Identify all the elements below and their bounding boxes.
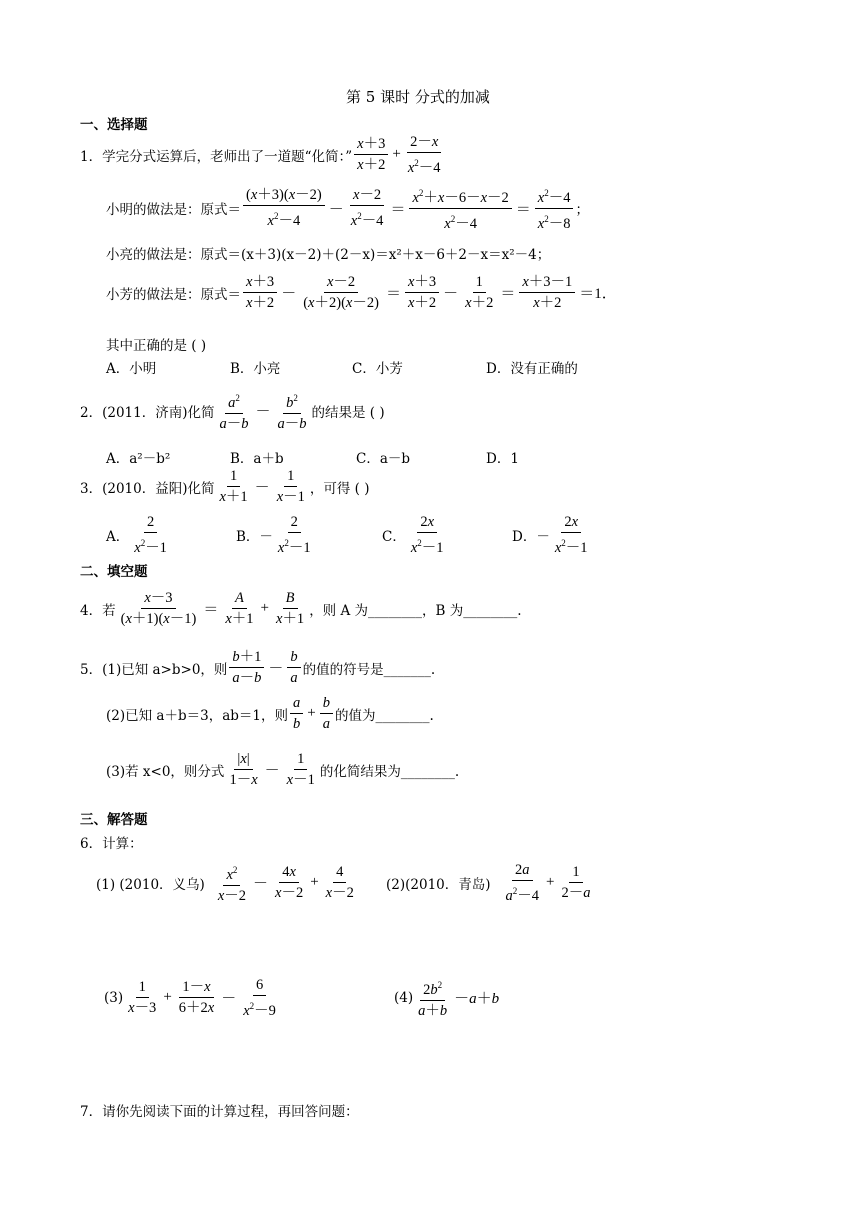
option-label: A． [106, 528, 130, 545]
question-2-stem: 2．(2011．济南)化简 $a^2$ a－b － $b^2$ a－b 的结果是 ( ) [80, 388, 385, 434]
option-c: C．a－b [356, 451, 411, 467]
question-5-text: (3)若 x<0，则分式 [106, 763, 225, 780]
fraction: $a^2$ a－b [216, 388, 251, 434]
question-3-stem: 3．(2010．益阳)化简 1 x＋1 － 1 x－1 ，可得 ( ) [80, 468, 370, 505]
question-7-stem: 7．请你先阅读下面的计算过程，再回答问题： [80, 1104, 359, 1120]
question-1-text: 1．学完分式运算后，老师出了一道题“化简：” [80, 148, 353, 165]
question-5-part-2: (2)已知 a＋b＝3，ab＝1，则 a b + $\frac{b}{a}$ 的值为________. [106, 695, 434, 732]
fraction: 4x x－2 [275, 864, 304, 902]
question-5-part-3: (3)若 x<0，则分式 |x| 1－x － 1 x－1 的化简结果为________. [106, 751, 460, 788]
section-heading-choice: 一、选择题 [80, 117, 148, 133]
fraction: x－3 (x＋1)(x－1) [120, 590, 197, 627]
part-label: (2)(2010．青岛) [386, 876, 491, 893]
xiaoliang-solution: 小亮的做法是：原式＝(x＋3)(x－2)＋(2－x)＝x²＋x－6＋2－x＝x²－4； [106, 247, 551, 263]
xiaoming-label: 小明的做法是：原式＝ [106, 202, 241, 219]
fraction: b＋1 a－b [229, 647, 264, 688]
question-6-stem: 6．计算： [80, 836, 143, 852]
question-5-tail: 的值为________. [334, 707, 434, 724]
option-a: A．a²－b² [106, 451, 171, 467]
question-5-tail: 的值的符号是_______. [302, 661, 436, 678]
fraction: 2x $x^2-1$ [410, 514, 444, 556]
section-heading-answer: 三、解答题 [80, 812, 148, 828]
fraction: x＋3－1 x＋2 [519, 272, 575, 313]
question-2-text: 2．(2011．济南)化简 [80, 404, 215, 421]
fraction: 2x $x^2-1$ [554, 514, 588, 556]
fraction: 1 x－1 [276, 468, 305, 505]
question-4: 4．若 x－3 (x＋1)(x－1) ＝ A x＋1 + $\frac{B}{x+1}$ ，则 A 为________，B 为________. [80, 590, 522, 627]
fraction: x＋3 x＋2 [243, 272, 277, 313]
fraction: $\frac{1}{2-a}$ [561, 864, 591, 902]
fraction: $\frac{1-x}{6+2x}$ [178, 979, 215, 1017]
fraction: b a [287, 647, 300, 688]
fraction: a b [290, 693, 303, 734]
question-5-text: (2)已知 a＋b＝3，ab＝1，则 [106, 707, 288, 724]
question-2-tail: 的结果是 ( ) [311, 404, 385, 421]
fraction: |x| 1－x [229, 751, 258, 788]
option-c: C．小芳 [352, 361, 403, 377]
page-title: 第 5 课时 分式的加减 [346, 88, 490, 106]
fraction: $\frac{2-x}{x^2-4}$ [407, 134, 441, 176]
fraction: 2a $a^2-4$ [505, 862, 540, 904]
option-label: B．－ [236, 528, 273, 545]
fraction: x－2 $x^2-4$ [350, 187, 384, 230]
option-d: D．没有正确的 [486, 361, 578, 377]
question-6-part-4: (4) $2b^2$ a＋b －a＋b [394, 975, 501, 1021]
option-label: C． [382, 528, 406, 545]
xiaofang-label: 小芳的做法是：原式＝ [106, 286, 241, 303]
question-3-text: 3．(2010．益阳)化简 [80, 480, 215, 497]
question-4-text: 4．若 [80, 602, 116, 619]
xiaoming-solution: 小明的做法是：原式＝ (x＋3)(x－2) $x^2-4$ － x－2 $x^2-4$ ＝ $x^2+x-6-x-2$ $x^2-4$ ＝ $x^2-4$ $x^2-8$ ； [106, 183, 589, 234]
question-1-prompt: 其中正确的是 ( ) [106, 338, 207, 354]
option-d [512, 512, 593, 558]
question-5-part-1: 5．(1)已知 a>b>0，则 b＋1 a－b － b a 的值的符号是_______. [80, 649, 436, 686]
question-5-tail: 的化简结果为________. [319, 763, 460, 780]
fraction: 2 $x^2-1$ [134, 514, 167, 556]
xiaofang-solution: 小芳的做法是：原式＝ x＋3 x＋2 － x－2 (x＋2)(x－2) ＝ x＋3 x＋2 － 1 x＋2 ＝ x＋3－1 x＋2 ＝1． [106, 274, 617, 311]
fraction: 1 x＋2 [465, 274, 494, 311]
fraction: A x＋1 [225, 590, 254, 627]
fraction: $x^2-4$ $x^2-8$ [535, 183, 574, 234]
option-d: D．1 [486, 451, 519, 467]
fraction: $b^2$ a－b [275, 388, 310, 434]
fraction: (x＋3)(x－2) $x^2-4$ [243, 185, 325, 231]
fraction: 2 $x^2-1$ [277, 514, 311, 556]
part-label: (1) (2010．义乌) [96, 876, 205, 893]
question-4-tail: ，则 A 为________，B 为________. [309, 602, 522, 619]
part-label: (3) [104, 989, 124, 1006]
fraction: x＋3 x＋2 [405, 272, 439, 313]
option-a: A．小明 [106, 361, 157, 377]
fraction: $2b^2$ a＋b [415, 975, 450, 1021]
fraction: $x^2+x-6-x-2$ $x^2-4$ [409, 183, 511, 234]
fraction: 1 x＋1 [219, 468, 248, 505]
fraction: $x^2$ x－2 [215, 860, 249, 906]
question-3-tail: ，可得 ( ) [309, 480, 370, 497]
fraction: 1 x－1 [286, 751, 315, 788]
question-6-part-2: (2)(2010．青岛) 2a $a^2-4$ + $\frac{1}{2-a}$ [386, 860, 595, 906]
question-1-stem: 1．学完分式运算后，老师出了一道题“化简：” x＋3 x＋2 + $\frac{2-x}{x^2-4}$ [80, 132, 446, 178]
part-label: (4) [394, 989, 414, 1006]
fraction: x－2 (x＋2)(x－2) [303, 274, 379, 311]
fraction: $\frac{4}{x-2}$ [325, 864, 354, 902]
question-5-text: 5．(1)已知 a>b>0，则 [80, 661, 228, 678]
option-a [106, 512, 172, 558]
question-6-part-3: (3) 1 x－3 + $\frac{1-x}{6+2x}$ － 6 $x^2-9$ [104, 975, 281, 1021]
fraction: x＋3 x＋2 [354, 134, 388, 175]
option-c [382, 512, 449, 558]
fraction: 1 x－3 [128, 979, 157, 1017]
fraction: 6 $x^2-9$ [243, 977, 276, 1019]
option-b: B．a＋b [230, 451, 284, 467]
section-heading-fill: 二、填空题 [80, 564, 148, 580]
option-label: D．－ [512, 528, 550, 545]
option-b [236, 512, 316, 558]
option-b: B．小亮 [230, 361, 281, 377]
fraction: $\frac{B}{x+1}$ [276, 590, 305, 627]
question-6-part-1: (1) (2010．义乌) $x^2$ x－2 － 4x x－2 + $\frac{4}{x-2}$ [96, 860, 359, 906]
fraction: $\frac{b}{a}$ [320, 693, 333, 734]
